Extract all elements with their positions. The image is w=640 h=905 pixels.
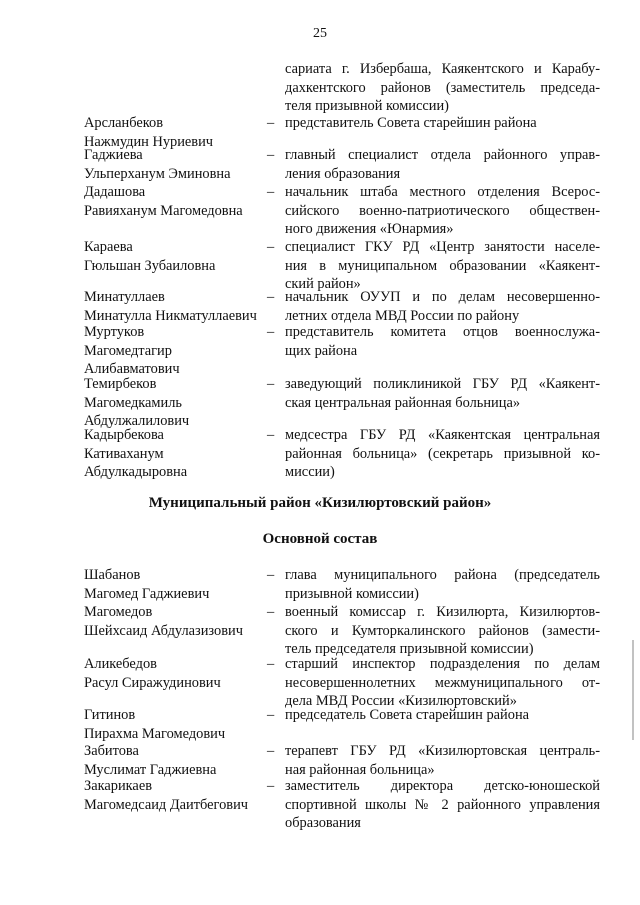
member-role: специалист ГКУ РД «Центр занятости населе- ния в муниципальном образовании «Каякент- ский район» xyxy=(285,239,600,292)
dash: – xyxy=(267,604,275,620)
member-name: Магомедов Шейхсаид Абдулазизович xyxy=(84,604,243,639)
subsection-title: Основной состав xyxy=(262,531,378,547)
member-name: Гаджиева Ульперханум Эминовна xyxy=(84,147,231,182)
dash: – xyxy=(267,147,275,163)
member-role: заведующий поликлиникой ГБУ РД «Каякент- ская центральная районная больница» xyxy=(285,376,600,411)
member-role: глава муниципального района (председатель призывной комиссии) xyxy=(285,567,600,602)
member-role: главный специалист отдела районного управ- ления образования xyxy=(285,147,600,182)
section-title: Муниципальный район «Кизилюртовский район» xyxy=(148,495,492,511)
member-name: Закарикаев Магомедсаид Даитбегович xyxy=(84,778,249,813)
member-role: председатель Совета старейшин района xyxy=(285,707,530,723)
member-name: Темирбеков Магомедкамиль Абдулжалилович xyxy=(84,376,190,429)
member-name: Минатуллаев Минатулла Никматуллаевич xyxy=(84,289,257,324)
dash: – xyxy=(267,376,275,392)
scan-edge-mark xyxy=(632,640,634,740)
member-name: Гитинов Пирахма Магомедович xyxy=(84,707,226,742)
member-name: Арсланбеков Нажмудин Нуриевич xyxy=(84,115,214,150)
dash: – xyxy=(267,239,275,255)
member-name: Кадырбекова Кативаханум Абдулкадыровна xyxy=(84,427,188,480)
member-role: начальник штаба местного отделения Всерос- сийского военно-патриотического обществен- ного движения «Юнармия» xyxy=(285,184,600,237)
member-role: представитель Совета старейшин района xyxy=(285,115,537,131)
member-name: Караева Гюльшан Зубаиловна xyxy=(84,239,216,274)
member-name: Аликебедов Расул Сиражудинович xyxy=(84,656,221,691)
dash: – xyxy=(267,324,275,340)
dash: – xyxy=(267,115,275,131)
dash: – xyxy=(267,656,275,672)
member-name: Дадашова Равияханум Магомедовна xyxy=(84,184,243,219)
dash: – xyxy=(267,427,275,443)
member-role: старший инспектор подразделения по делам несовершеннолетних межмуниципального от- дела МВД России «Кизилюртовский» xyxy=(285,656,600,709)
member-role: военный комиссар г. Кизилюрта, Кизилюртов- ского и Кумторкалинского районов (замести- тель председателя призывной комиссии) xyxy=(285,604,600,657)
dash: – xyxy=(267,289,275,305)
member-role: терапевт ГБУ РД «Кизилюртовская централь- ная районная больница» xyxy=(285,743,600,778)
dash: – xyxy=(267,567,275,583)
member-role: заместитель директора детско-юношеской спортивной школы № 2 районного управления образования xyxy=(285,778,600,831)
dash: – xyxy=(267,743,275,759)
member-name: Шабанов Магомед Гаджиевич xyxy=(84,567,210,602)
dash: – xyxy=(267,707,275,723)
dash: – xyxy=(267,778,275,794)
dash: – xyxy=(267,184,275,200)
member-role: представитель комитета отцов военнослужа- щих района xyxy=(285,324,600,359)
member-role: медсестра ГБУ РД «Каякентская центральная районная больница» (секретарь призывной ко- миссии) xyxy=(285,427,600,480)
member-name: Забитова Муслимат Гаджиевна xyxy=(84,743,217,778)
member-role: начальник ОУУП и по делам несовершенно- летних отдела МВД России по району xyxy=(285,289,600,324)
continuation-text: сариата г. Избербаша, Каякентского и Карабу- дахкентского районов (заместитель председа- теля призывной комиссии) xyxy=(285,61,600,114)
page-number: 25 xyxy=(313,26,327,41)
member-name: Муртуков Магомедтагир Алибавматович xyxy=(84,324,180,377)
